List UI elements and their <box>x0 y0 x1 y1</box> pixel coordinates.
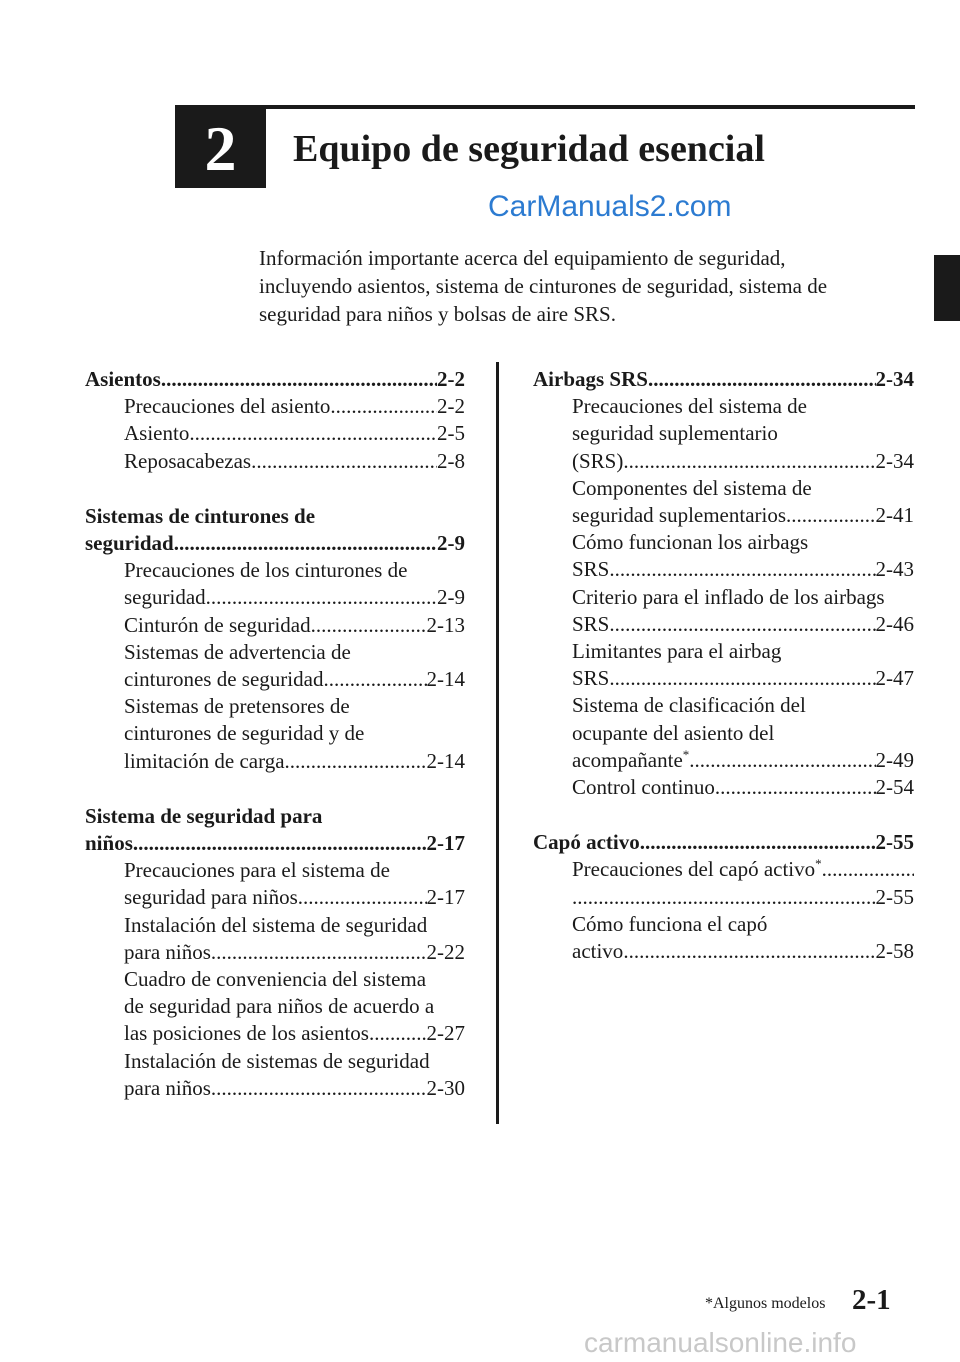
footnote: *Algunos modelos <box>705 1295 826 1312</box>
toc-entry[interactable]: Precauciones para el sistema de seguridad para niños ..... 2-17 <box>85 857 465 911</box>
chapter-thumb-tab <box>934 255 960 321</box>
toc-entry[interactable]: Criterio para el inflado de los airbags SRS ..... 2-46 <box>533 584 914 638</box>
page-ref: 2-2 <box>437 367 465 391</box>
page-ref: 2-8 <box>437 448 465 473</box>
page-number: 2-1 <box>852 1284 891 1316</box>
toc-entry[interactable]: Asiento ..... 2-5 <box>85 420 465 447</box>
toc-entry[interactable]: Control continuo ..... 2-54 <box>533 774 914 801</box>
intro-line: Información importante acerca del equipamiento de seguridad, <box>259 246 786 270</box>
toc-entry[interactable]: Instalación del sistema de seguridad para niños ..... 2-22 <box>85 912 465 966</box>
page-ref: 2-14 <box>426 748 465 773</box>
page-ref: 2-5 <box>437 421 465 446</box>
chapter-header-rule <box>175 105 915 109</box>
footnote-mark: * <box>815 856 822 872</box>
chapter-title: Equipo de seguridad esencial <box>293 128 765 170</box>
toc-entry[interactable]: Sistema de clasificación del ocupante del asiento del acompañante* ..... 2-49 <box>533 692 914 774</box>
page-ref: 2-9 <box>437 531 465 556</box>
page-ref: 2-55 <box>875 884 914 909</box>
toc-entry[interactable]: Precauciones del sistema de seguridad suplementario (SRS) ..... 2-34 <box>533 393 914 475</box>
page-ref: 2-34 <box>875 367 914 391</box>
toc-entry[interactable]: Precauciones del asiento ..... 2-2 <box>85 393 465 420</box>
intro-line: seguridad para niños y bolsas de aire SRS. <box>259 302 616 326</box>
page-ref: 2-54 <box>875 775 914 800</box>
toc-entry[interactable]: Precauciones de los cinturones de seguridad ..... 2-9 <box>85 557 465 611</box>
chapter-intro <box>259 244 899 328</box>
page-ref: 2-17 <box>426 885 465 910</box>
page-ref: 2-27 <box>426 1021 465 1046</box>
toc-entry[interactable]: Cómo funcionan los airbags SRS ..... 2-43 <box>533 529 914 583</box>
toc-entry[interactable]: Componentes del sistema de seguridad suplementarios ..... 2-41 <box>533 475 914 529</box>
toc-entry[interactable]: Cinturón de seguridad ..... 2-13 <box>85 612 465 639</box>
toc-entry[interactable]: Precauciones del capó activo* ..... ..... 2-55 <box>533 856 914 910</box>
toc-entry-cinturones[interactable]: Sistemas de cinturones de seguridad ..... 2-9 <box>85 503 465 557</box>
page-ref: 2-47 <box>875 666 914 691</box>
page-ref: 2-49 <box>875 747 914 772</box>
page-ref: 2-14 <box>426 667 465 692</box>
toc-entry[interactable]: Limitantes para el airbag SRS ..... 2-47 <box>533 638 914 692</box>
page-ref: 2-55 <box>875 830 914 855</box>
intro-line: incluyendo asientos, sistema de cinturones de seguridad, sistema de <box>259 274 828 298</box>
page-ref: 2-13 <box>426 612 465 637</box>
page-ref: 2-30 <box>426 1075 465 1100</box>
toc-entry[interactable]: Instalación de sistemas de seguridad para niños ..... 2-30 <box>85 1048 465 1102</box>
page-ref: 2-22 <box>426 939 465 964</box>
toc-entry-ninos[interactable]: Sistema de seguridad para niños ..... 2-17 <box>85 803 465 857</box>
site-watermark: carmanualsonline.info <box>584 1327 857 1358</box>
column-divider <box>496 362 499 1124</box>
toc-left-column <box>85 366 465 1102</box>
page-ref: 2-2 <box>437 394 465 419</box>
toc-entry[interactable]: Sistemas de pretensores de cinturones de seguridad y de limitación de carga ..... 2-14 <box>85 693 465 775</box>
toc-entry[interactable]: Sistemas de advertencia de cinturones de seguridad ..... 2-14 <box>85 639 465 693</box>
toc-entry-asientos[interactable]: Asientos ..... 2-2 <box>85 366 465 393</box>
page-ref: 2-34 <box>875 448 914 473</box>
watermark-logo: CarManuals2.com <box>488 190 732 223</box>
page-ref: 2-41 <box>875 503 914 528</box>
footnote-mark: * <box>682 746 690 762</box>
page-ref: 2-17 <box>426 831 465 856</box>
page-ref: 2-58 <box>875 939 914 964</box>
page-ref: 2-9 <box>437 585 465 610</box>
toc-entry[interactable]: Cuadro de conveniencia del sistema de seguridad para niños de acuerdo a las posiciones de los asientos ..... 2-27 <box>85 966 465 1048</box>
page-ref: 2-46 <box>875 611 914 636</box>
toc-right-column <box>533 366 914 965</box>
toc-entry-airbags[interactable]: Airbags SRS ..... 2-34 <box>533 366 914 393</box>
chapter-number: 2 <box>175 109 266 188</box>
toc-entry-capo[interactable]: Capó activo ..... 2-55 <box>533 829 914 856</box>
toc-entry[interactable]: Cómo funciona el capó activo ..... 2-58 <box>533 911 914 965</box>
page-ref: 2-43 <box>875 557 914 582</box>
toc-entry[interactable]: Reposacabezas ..... 2-8 <box>85 448 465 475</box>
